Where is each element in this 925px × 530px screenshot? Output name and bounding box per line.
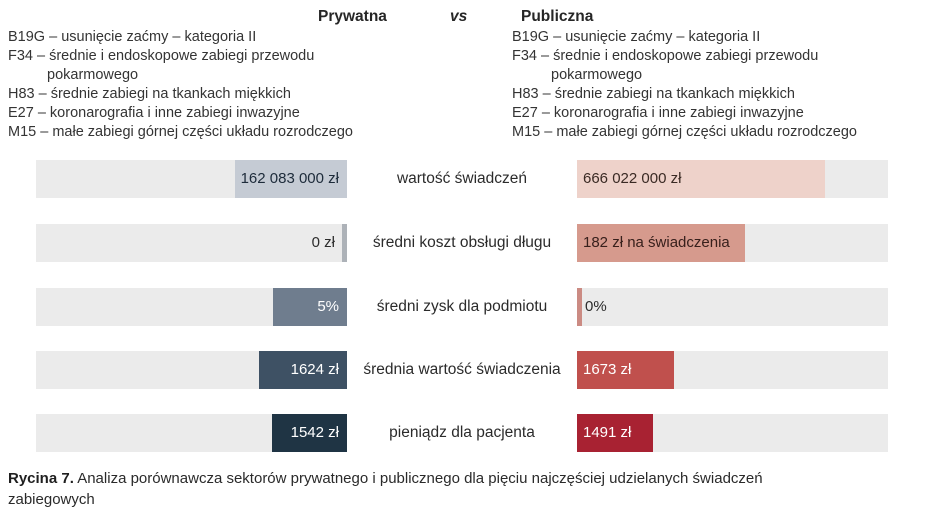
legend-line: B19G – usunięcie zaćmy – kategoria II [512, 29, 761, 45]
legend-line: M15 – małe zabiegi górnej części układu rozrodczego [8, 124, 353, 140]
column-header-public: Publiczna [521, 8, 594, 25]
legend-line: H83 – średnie zabiegi na tkankach miękkich [8, 86, 291, 102]
public-bar-track [577, 224, 888, 262]
metric-label: pieniądz dla pacjenta [389, 424, 535, 441]
procedure-legend-public [512, 28, 857, 142]
legend-line: E27 – koronarografia i inne zabiegi inwazyjne [8, 105, 300, 121]
metric-label: średnia wartość świadczenia [363, 361, 561, 378]
caption-label: Rycina 7. [8, 470, 74, 487]
legend-line: M15 – małe zabiegi górnej części układu rozrodczego [512, 124, 857, 140]
caption-text: Analiza porównawcza sektorów prywatnego i publicznego dla pięciu najczęściej udzielanych świadczeń [73, 470, 763, 487]
public-bar-value: 1673 zł [583, 361, 632, 378]
legend-line: B19G – usunięcie zaćmy – kategoria II [8, 29, 257, 45]
caption-line: zabiegowych [8, 491, 95, 508]
column-header-private: Prywatna [318, 8, 387, 25]
metric-label: średni koszt obsługi długu [372, 234, 552, 251]
private-bar-value: 0 zł [311, 234, 335, 251]
private-bar-track [36, 224, 347, 262]
comparison-row [0, 288, 925, 326]
comparison-row [0, 224, 925, 262]
figure-caption [8, 468, 920, 510]
legend-line: H83 – średnie zabiegi na tkankach miękkich [512, 86, 795, 102]
private-bar-track [36, 288, 347, 326]
private-bar-value: 5% [317, 298, 339, 315]
procedure-legend-private [8, 28, 353, 142]
public-bar-track [577, 351, 888, 389]
public-bar-track [577, 414, 888, 452]
legend-line: pokarmowego [551, 67, 643, 83]
public-bar-value: 182 zł na świadczenia [583, 234, 730, 251]
private-bar-value: 162 083 000 zł [240, 170, 339, 187]
private-bar-track [36, 160, 347, 198]
comparison-row [0, 351, 925, 389]
caption-line [8, 468, 920, 489]
private-bar-track [36, 414, 347, 452]
public-bar [577, 288, 582, 326]
public-bar-value: 0% [585, 298, 607, 315]
comparison-row [0, 414, 925, 452]
vs-label: vs [450, 8, 468, 25]
legend-line: F34 – średnie i endoskopowe zabiegi przewodu [512, 48, 819, 64]
public-bar-value: 1491 zł [583, 424, 632, 441]
public-bar-track [577, 288, 888, 326]
legend-line: F34 – średnie i endoskopowe zabiegi przewodu [8, 48, 315, 64]
metric-label: średni zysk dla podmiotu [376, 298, 548, 315]
private-bar-track [36, 351, 347, 389]
legend-line: E27 – koronarografia i inne zabiegi inwazyjne [512, 105, 804, 121]
comparison-row [0, 160, 925, 198]
public-bar-track [577, 160, 888, 198]
private-bar-value: 1542 zł [290, 424, 339, 441]
metric-label: wartość świadczeń [396, 170, 528, 187]
private-bar-value: 1624 zł [290, 361, 339, 378]
legend-line: pokarmowego [47, 67, 139, 83]
public-bar-value: 666 022 000 zł [583, 170, 682, 187]
